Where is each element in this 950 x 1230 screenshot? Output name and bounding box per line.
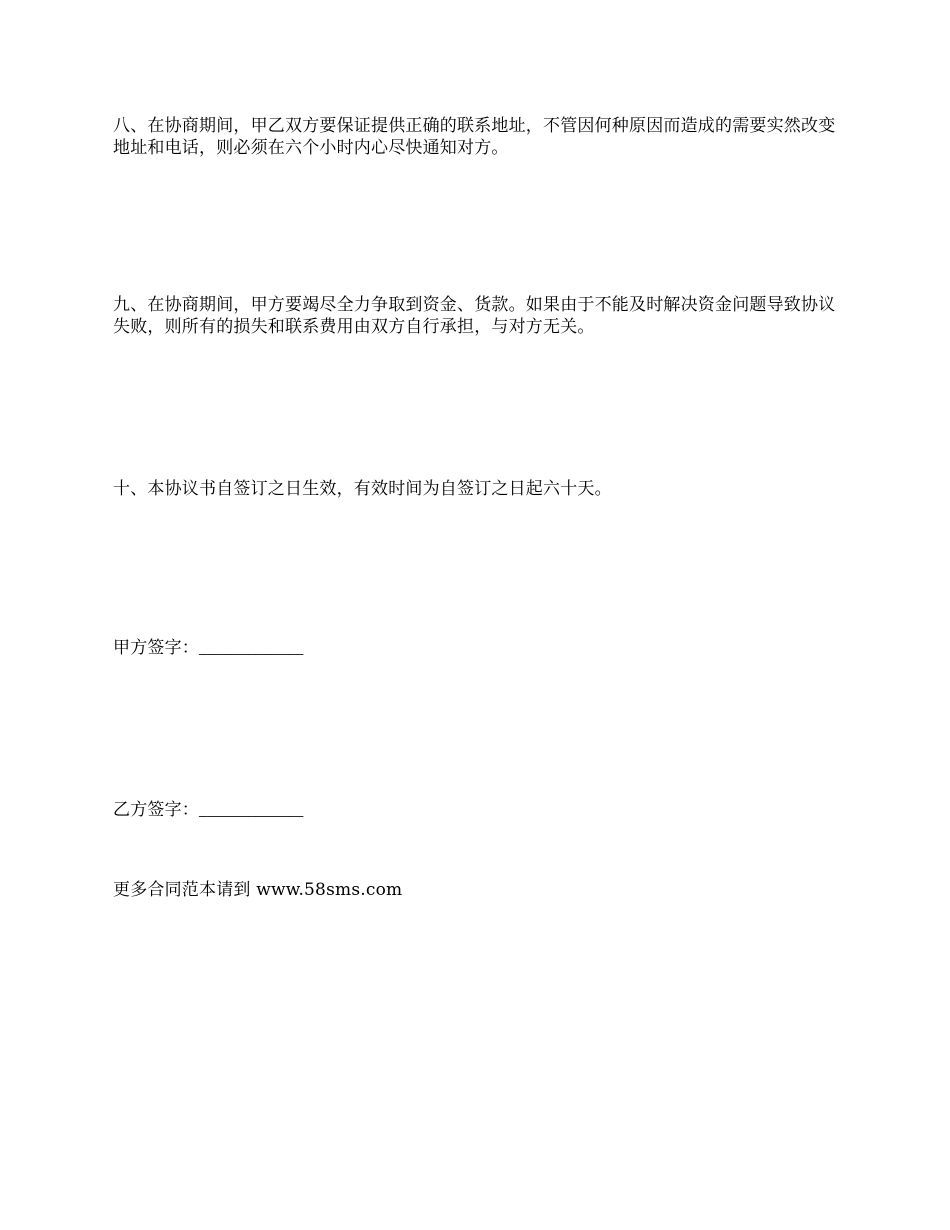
party-b-signature <box>113 799 843 821</box>
party-a-signature-blank: ____________ <box>199 638 304 657</box>
clause-9: 九、在协商期间，甲方要竭尽全力争取到资金、货款。如果由于不能及时解决资金问题导致协议失败，则所有的损失和联系费用由双方自行承担，与对方无关。 <box>113 295 836 337</box>
party-b-signature-label: 乙方签字： <box>113 800 199 820</box>
clause-8: 八、在协商期间，甲乙双方要保证提供正确的联系地址，不管因何种原因而造成的需要实然改变地址和电话，则必须在六个小时内心尽快通知对方。 <box>113 116 836 158</box>
party-b-signature-blank: ____________ <box>199 800 304 819</box>
party-a-signature <box>113 637 843 659</box>
clause-10: 十、本协议书自签订之日生效，有效时间为自签订之日起六十天。 <box>113 479 612 499</box>
party-a-signature-label: 甲方签字： <box>113 638 199 658</box>
more-templates-note: 更多合同范本请到 www.58sms.com <box>113 880 403 900</box>
